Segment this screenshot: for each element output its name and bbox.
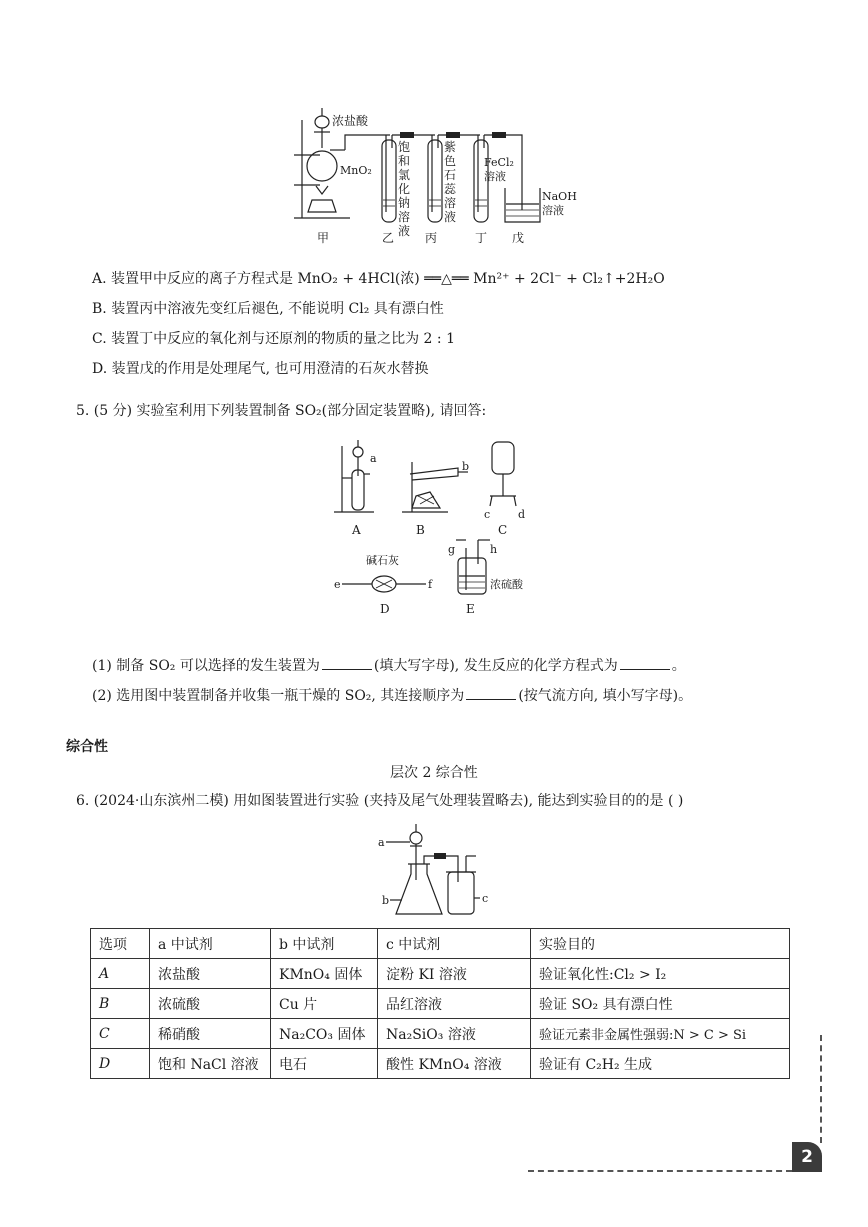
q5-stem: 5. (5 分) 实验室利用下列装置制备 SO₂(部分固定装置略), 请回答: [76, 403, 487, 419]
table-row [91, 1019, 790, 1049]
page-number: 2 [792, 1142, 822, 1172]
answer-blank[interactable] [322, 655, 372, 670]
q5-label-h: h [490, 543, 498, 556]
q5-label-c: c [484, 508, 491, 521]
q4-option-b: B. 装置丙中溶液先变红后褪色, 不能说明 Cl₂ 具有漂白性 [92, 301, 444, 317]
q4-label-yi: 乙 [382, 231, 395, 245]
q6-options-table [90, 928, 790, 1079]
table-cell: B [91, 989, 150, 1019]
table-cell: 浓盐酸 [150, 959, 271, 989]
q6-stem: 6. (2024·山东滨州二模) 用如图装置进行实验 (夹持及尾气处理装置略去), 能达到实验目的的是 ( ) [76, 793, 684, 809]
q4-label-hcl: 浓盐酸 [332, 114, 369, 128]
table-cell: KMnO₄ 固体 [271, 959, 378, 989]
table-header: 实验目的 [531, 929, 790, 959]
table-cell: A [91, 959, 150, 989]
q5-label-e: e [334, 578, 341, 591]
table-cell: Na₂SiO₃ 溶液 [378, 1019, 531, 1049]
q6-label-b: b [382, 894, 390, 907]
table-cell: 验证有 C₂H₂ 生成 [531, 1049, 790, 1079]
table-cell: 饱和 NaCl 溶液 [150, 1049, 271, 1079]
q5-label-b: b [462, 460, 470, 473]
q5-label-D: D [380, 602, 390, 616]
q4-option-c: C. 装置丁中反应的氧化剂与还原剂的物质的量之比为 2 : 1 [92, 331, 455, 347]
table-header-row [91, 929, 790, 959]
table-cell: 品红溶液 [378, 989, 531, 1019]
q5-label-E: E [466, 602, 475, 616]
table-header: b 中试剂 [271, 929, 378, 959]
table-cell: 验证 SO₂ 具有漂白性 [531, 989, 790, 1019]
q5-label-h2so4: 浓硫酸 [490, 578, 523, 591]
table-cell: 酸性 KMnO₄ 溶液 [378, 1049, 531, 1079]
q4-label-wu: 戊 [512, 231, 525, 245]
q6-apparatus-figure [378, 820, 488, 922]
table-header: c 中试剂 [378, 929, 531, 959]
answer-blank[interactable] [620, 655, 670, 670]
q5-label-a: a [370, 452, 377, 465]
page-border-dashed-vertical [820, 1035, 822, 1143]
q6-label-c: c [482, 892, 489, 905]
table-cell: 电石 [271, 1049, 378, 1079]
table-cell: C [91, 1019, 150, 1049]
q5-label-g: g [448, 543, 456, 556]
table-cell: 淀粉 KI 溶液 [378, 959, 531, 989]
table-cell: Na₂CO₃ 固体 [271, 1019, 378, 1049]
table-cell: 验证元素非金属性强弱:N > C > Si [531, 1019, 790, 1049]
table-header: 选项 [91, 929, 150, 959]
table-header: a 中试剂 [150, 929, 271, 959]
q5-label-f: f [428, 578, 433, 591]
q4-label-mno2: MnO₂ [340, 164, 372, 177]
q6-label-a: a [378, 836, 385, 849]
q4-label-nacl: 饱和氯化钠溶液 [398, 140, 411, 238]
table-cell: Cu 片 [271, 989, 378, 1019]
q5-label-B: B [416, 523, 425, 537]
table-row [91, 1049, 790, 1079]
q5-label-A: A [352, 523, 361, 537]
table-cell: 稀硝酸 [150, 1019, 271, 1049]
q5-sub1: (1) 制备 SO₂ 可以选择的发生装置为 (填大写字母), 发生反应的化学方程式为 。 [92, 655, 686, 675]
section-level: 层次 2 综合性 [390, 765, 478, 781]
table-cell: 验证氧化性:Cl₂ > I₂ [531, 959, 790, 989]
q5-label-d: d [518, 508, 526, 521]
q5-sub2: (2) 选用图中装置制备并收集一瓶干燥的 SO₂, 其连接顺序为 (按气流方向, 填小写字母)。 [92, 685, 692, 705]
answer-blank[interactable] [466, 685, 516, 700]
table-cell: D [91, 1049, 150, 1079]
table-cell: 浓硫酸 [150, 989, 271, 1019]
q4-option-d: D. 装置戊的作用是处理尾气, 也可用澄清的石灰水替换 [92, 361, 429, 377]
page-border-dashed-horizontal [528, 1170, 792, 1172]
table-row [91, 989, 790, 1019]
q5-label-C: C [498, 523, 508, 537]
q4-label-fecl2: FeCl₂溶液 [484, 156, 514, 183]
q4-option-a: A. 装置甲中反应的离子方程式是 MnO₂ + 4HCl(浓) ══△══ Mn²⁺ + 2Cl⁻ + Cl₂↑+2H₂O [92, 271, 665, 287]
q4-label-bing: 丙 [425, 231, 438, 245]
table-row [91, 959, 790, 989]
q4-label-litmus: 紫色石蕊溶液 [444, 140, 457, 224]
q5-label-sodalime: 碱石灰 [366, 554, 399, 567]
q4-label-naoh: NaOH溶液 [542, 190, 577, 217]
q4-label-ding: 丁 [475, 231, 488, 245]
q4-label-jia: 甲 [317, 231, 330, 245]
section-heading: 综合性 [66, 739, 108, 755]
